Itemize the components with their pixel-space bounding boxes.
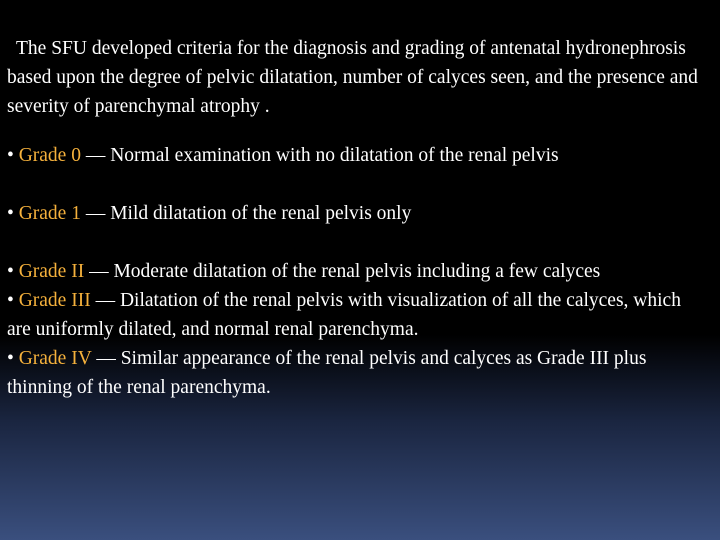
grade-label: Grade 1: [18, 203, 81, 224]
grade-label: Grade II: [18, 261, 85, 282]
grade-description: — Normal examination with no dilatation of the renal pelvis: [80, 145, 559, 166]
list-item-grade-0: [7, 141, 707, 170]
bullet-icon: •: [7, 290, 14, 311]
list-item-grade-1: [7, 199, 707, 228]
intro-paragraph: The SFU developed criteria for the diagnosis and grading of antenatal hydronephrosis based upon the degree of pelvic dilatation, number of calyces seen, and the presence and severity of parenchymal atrophy .: [7, 38, 698, 117]
grade-label: Grade 0: [18, 145, 81, 166]
list-item-grade-4: [7, 344, 707, 402]
list-item-grade-3: [7, 286, 707, 344]
grade-description: — Moderate dilatation of the renal pelvis including a few calyces: [84, 261, 601, 282]
bullet-icon: •: [7, 348, 14, 369]
slide-content: [7, 34, 707, 402]
bullet-icon: •: [7, 203, 14, 224]
grade-description: — Mild dilatation of the renal pelvis only: [80, 203, 412, 224]
spacer: [7, 170, 707, 199]
grade-label: Grade IV: [18, 348, 92, 369]
grade-description: — Similar appearance of the renal pelvis and calyces as Grade III plus thinning of the renal parenchyma.: [7, 348, 647, 398]
bullet-icon: •: [7, 261, 14, 282]
list-item-grade-2: [7, 257, 707, 286]
grade-description: — Dilatation of the renal pelvis with visualization of all the calyces, which are uniformly dilated, and normal renal parenchyma.: [7, 290, 681, 340]
grade-label: Grade III: [18, 290, 91, 311]
spacer: [7, 228, 707, 257]
bullet-icon: •: [7, 145, 14, 166]
